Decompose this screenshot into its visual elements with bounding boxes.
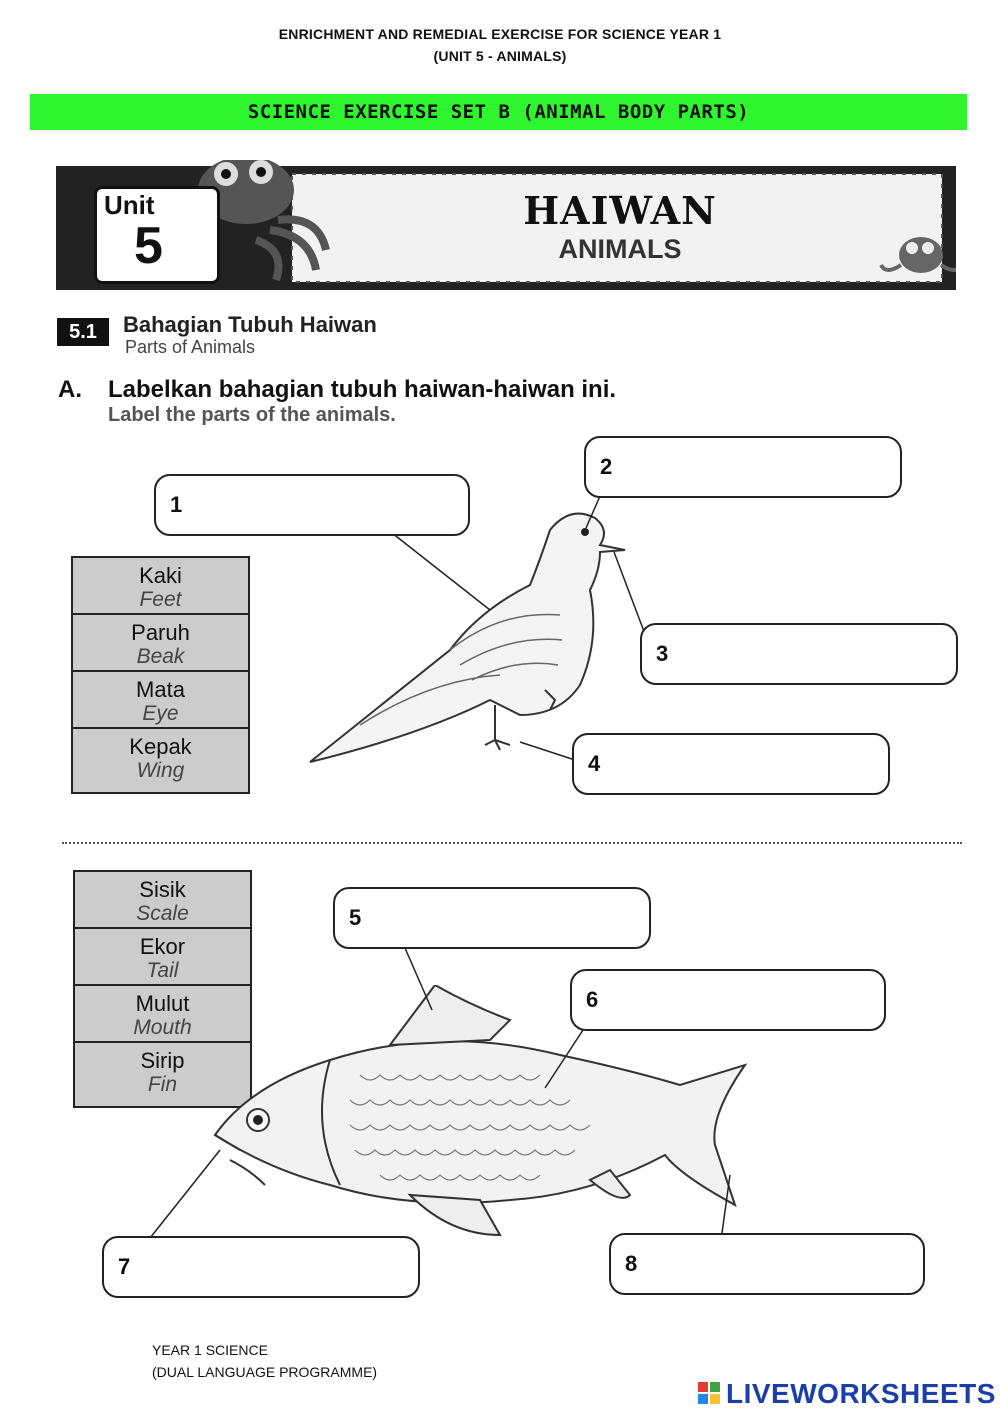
unit-title-ms: HAIWAN — [523, 188, 717, 233]
word-bank-item: Sisik Scale — [75, 872, 250, 929]
unit-word: Unit — [104, 190, 155, 220]
unit-title-en: ANIMALS — [558, 234, 682, 264]
section-title: Bahagian Tubuh Haiwan — [123, 312, 377, 337]
question-letter: A. — [58, 376, 82, 403]
word-bank-item: Kepak Wing — [129, 734, 192, 782]
word-bank-item: Mulut Mouth — [75, 986, 250, 1043]
word-bank-item: Mata Eye — [73, 672, 248, 729]
section-number: 5.1 — [57, 318, 109, 346]
label-box-7[interactable] — [102, 1236, 420, 1298]
label-number: 5 — [349, 905, 362, 930]
header-line-2: (UNIT 5 - ANIMALS) — [433, 48, 567, 64]
unit-number: 5 — [134, 217, 163, 275]
header-line-1: ENRICHMENT AND REMEDIAL EXERCISE FOR SCIENCE YEAR 1 — [278, 26, 722, 42]
word-bank-item: Sirip Fin — [140, 1048, 185, 1096]
label-number: 7 — [118, 1254, 131, 1279]
section-subtitle: Parts of Animals — [125, 337, 256, 357]
question-instruction-en: Label the parts of the animals. — [108, 404, 396, 426]
label-number: 4 — [588, 751, 601, 776]
word-bank-item: Paruh Beak — [73, 615, 248, 672]
label-box-6[interactable] — [570, 969, 886, 1031]
label-box-5[interactable] — [333, 887, 651, 949]
label-number: 2 — [600, 454, 613, 479]
word-bank-item: Ekor Tail — [75, 929, 250, 986]
liveworksheets-logo-icon — [698, 1382, 720, 1404]
label-box-8[interactable] — [609, 1233, 925, 1295]
question-instruction: Labelkan bahagian tubuh haiwan-haiwan ini. — [108, 376, 617, 403]
footer-line-1: YEAR 1 SCIENCE — [152, 1342, 268, 1358]
label-number: 1 — [170, 492, 183, 517]
label-number: 6 — [586, 987, 599, 1012]
word-bank-item: Kaki Feet — [73, 558, 248, 615]
footer-line-2: (DUAL LANGUAGE PROGRAMME) — [152, 1364, 378, 1380]
label-number: 3 — [656, 641, 669, 666]
label-number: 8 — [625, 1251, 638, 1276]
liveworksheets-brand[interactable]: LIVEWORKSHEETS — [726, 1378, 996, 1409]
exercise-banner-text: SCIENCE EXERCISE SET B (ANIMAL BODY PARTS) — [247, 101, 750, 123]
